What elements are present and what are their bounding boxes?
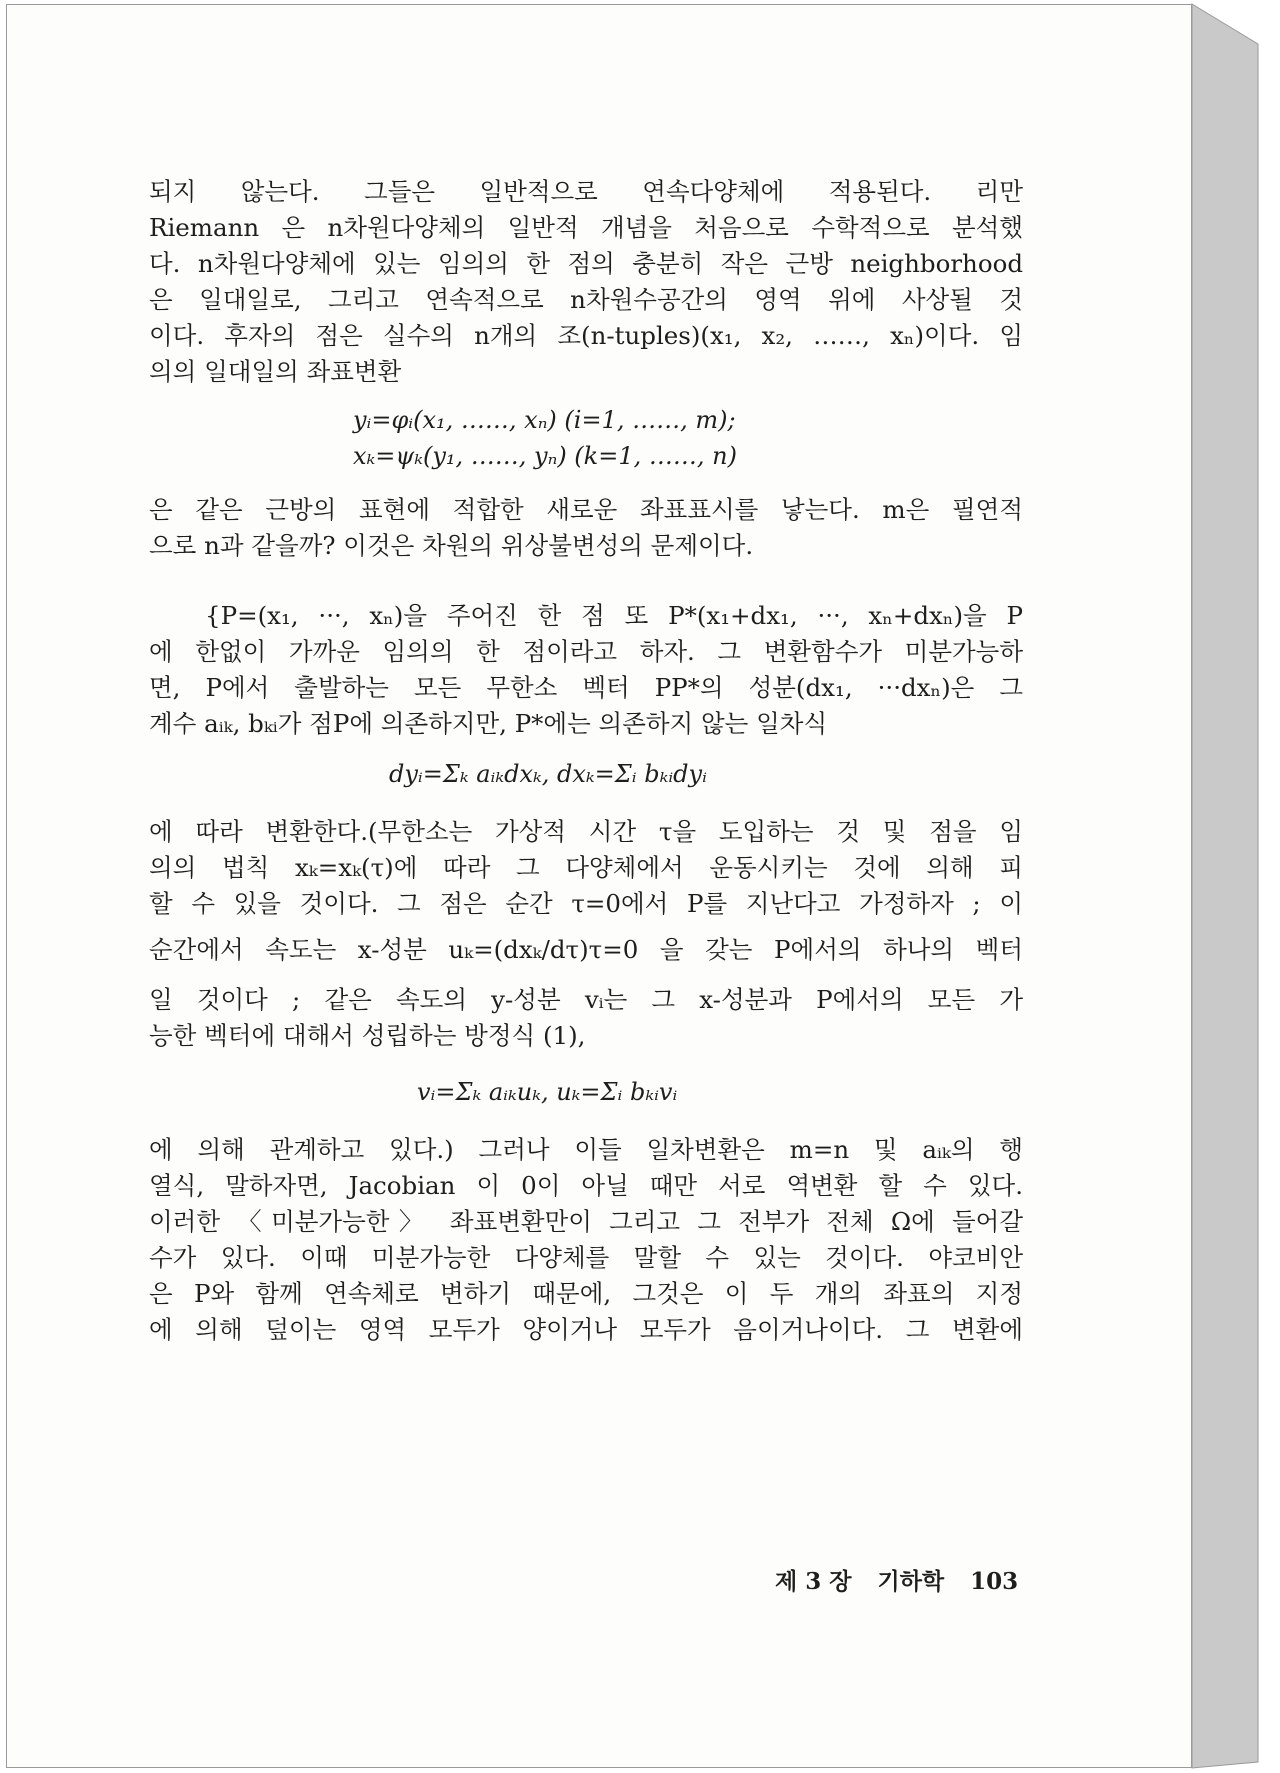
text-line: Riemann 은 n차원다양체의 일반적 개념을 처음으로 수학적으로 분석했 (149, 213, 1023, 242)
text-line: 할 수 있을 것이다. 그 점은 순간 τ=0에서 P를 지난다고 가정하자 ; 이 (149, 889, 1023, 918)
text-line: 능한 벡터에 대해서 성립하는 방정식 (1), (149, 1021, 586, 1050)
text-line: 에 의해 관계하고 있다.) 그러나 이들 일차변환은 m=n 및 aᵢₖ의 행 (149, 1135, 1023, 1164)
text-line: 의의 법칙 xₖ=xₖ(τ)에 따라 그 다양체에서 운동시키는 것에 의해 피 (149, 853, 1023, 882)
text-line: 열식, 말하자면, Jacobian 이 0이 아닐 때만 서로 역변환 할 수 있다. (149, 1171, 1023, 1200)
text-line: 면, P에서 출발하는 모든 무한소 벡터 PP*의 성분(dx₁, ···dxₙ)은 그 (149, 673, 1023, 702)
text-line: 다. n차원다양체에 있는 임의의 한 점의 충분히 작은 근방 neighborhood (149, 249, 1023, 278)
equation-linear-differential: dyᵢ=Σₖ aᵢₖdxₖ, dxₖ=Σᵢ bₖᵢdyᵢ (389, 760, 707, 788)
text-line: {P=(x₁, ···, xₙ)을 주어진 한 점 또 P*(x₁+dx₁, ···, xₙ+dxₙ)을 P (205, 601, 1023, 630)
text-line: 이러한 〈미분가능한〉 좌표변환만이 그리고 그 전부가 전체 Ω에 들어갈 (149, 1207, 1023, 1236)
text-line: 수가 있다. 이때 미분가능한 다양체를 말할 수 있는 것이다. 야코비안 (149, 1243, 1023, 1272)
page-footer (775, 1563, 1036, 1596)
text-line: 계수 aᵢₖ, bₖᵢ가 점P에 의존하지만, P*에는 의존하지 않는 일차식 (149, 709, 828, 738)
text-line: 일 것이다 ; 같은 속도의 y-성분 vᵢ는 그 x-성분과 P에서의 모든 가 (149, 985, 1023, 1014)
text-line: 에 한없이 가까운 임의의 한 점이라고 하자. 그 변환함수가 미분가능하 (149, 637, 1023, 666)
text-line: 이다. 후자의 점은 실수의 n개의 조(n-tuples)(x₁, x₂, ……, xₙ)이다. 임 (149, 321, 1023, 350)
text-line: 순간에서 속도는 x-성분 uₖ=(dxₖ/dτ)τ=0 을 갖는 P에서의 하나의 벡터 (149, 935, 1023, 964)
text-line: 되지 않는다. 그들은 일반적으로 연속다양체에 적용된다. 리만 (149, 177, 1023, 206)
equation-transform-y: yᵢ=φᵢ(x₁, ……, xₙ) (i=1, ……, m); (353, 406, 736, 434)
text-line: 의의 일대일의 좌표변환 (149, 357, 402, 386)
text-line: 에 따라 변환한다.(무한소는 가상적 시간 τ을 도입하는 것 및 점을 임 (149, 817, 1023, 846)
text-line: 으로 n과 같을까? 이것은 차원의 위상불변성의 문제이다. (149, 531, 754, 560)
chapter-label: 제 3 장 (775, 1568, 852, 1595)
text-line: 은 P와 함께 연속체로 변하기 때문에, 그것은 이 두 개의 좌표의 지정 (149, 1279, 1023, 1308)
equation-velocity-components: vᵢ=Σₖ aᵢₖuₖ, uₖ=Σᵢ bₖᵢvᵢ (417, 1078, 678, 1106)
text-line: 은 같은 근방의 표현에 적합한 새로운 좌표표시를 낳는다. m은 필연적 (149, 495, 1023, 524)
book-page (6, 4, 1192, 1768)
page-number: 103 (970, 1568, 1019, 1595)
text-line: 은 일대일로, 그리고 연속적으로 n차원수공간의 영역 위에 사상될 것 (149, 285, 1023, 314)
chapter-title: 기하학 (877, 1568, 945, 1595)
text-line: 에 의해 덮이는 영역 모두가 양이거나 모두가 음이거나이다. 그 변환에 (149, 1315, 1023, 1344)
equation-transform-x: xₖ=ψₖ(y₁, ……, yₙ) (k=1, ……, n) (353, 442, 737, 470)
